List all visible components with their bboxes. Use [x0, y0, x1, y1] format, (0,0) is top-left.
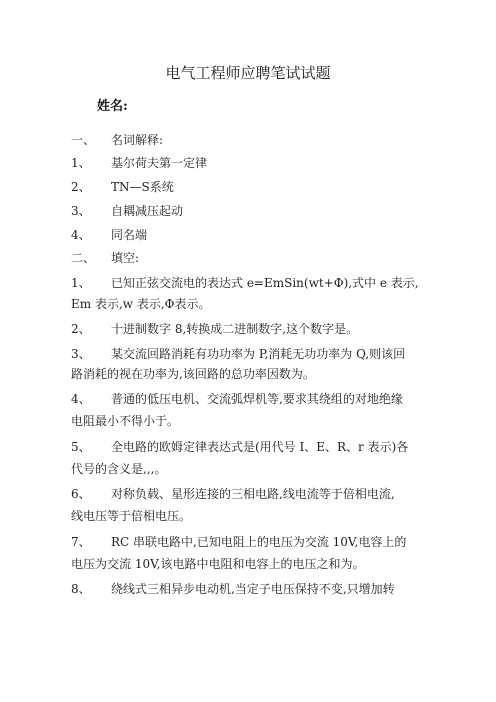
- list-item: 3、 自耦减压起动: [71, 204, 184, 218]
- section-number: 二、: [71, 251, 96, 265]
- list-item: 4、 同名端: [71, 228, 148, 242]
- question-item: 7、 RC 串联电路中,已知电阻上的电压为交流 10V,电容上的: [71, 535, 407, 549]
- name-label: 姓名:: [97, 99, 128, 114]
- section-heading-fill: [71, 251, 431, 265]
- question-item: 8、 绕线式三相异步电动机,当定子电压保持不变,只增加转: [71, 582, 395, 596]
- section-number: 一、: [71, 133, 96, 147]
- list-item: 1、 基尔荷夫第一定律: [71, 156, 208, 170]
- question-continuation: 代号的含义是,,,。: [71, 462, 167, 476]
- question-item: 4、 普通的低压电机、交流弧焊机等,要求其绕组的对地绝缘: [71, 392, 403, 406]
- question-item: 6、 对称负载、星形连接的三相电路,线电流等于倍相电流,: [71, 487, 395, 501]
- question-continuation: 电压为交流 10V,该电路中电阻和电容上的电压之和为。: [71, 557, 365, 571]
- section-title: 名词解释:: [111, 133, 164, 147]
- question-continuation: 路消耗的视在功率为,该回路的总功率因数为。: [71, 367, 315, 381]
- question-continuation: 线电压等于倍相电压。: [71, 509, 192, 523]
- question-item: 3、 某交流回路消耗有功功率为 P,消耗无功功率为 Q,则该回: [71, 347, 406, 361]
- list-item: 2、 TN—S系统: [71, 180, 174, 194]
- question-item: 2、 十进制数字 8,转换成二进制数字,这个数字是。: [71, 322, 359, 336]
- question-continuation: Em 表示,w 表示,Φ表示。: [71, 297, 211, 311]
- question-item: 5、 全电路的欧姆定律表达式是(用代号 I、E、R、r 表示)各: [71, 440, 409, 454]
- document-title: 电气工程师应聘笔试试题: [165, 64, 331, 82]
- question-continuation: 电阻最小不得小于。: [71, 414, 180, 428]
- question-item: 1、 已知正弦交流电的表达式 e=EmSin(wt+Φ),式中 e 表示,: [71, 276, 419, 290]
- section-title: 填空:: [111, 251, 140, 265]
- section-heading-terms: [71, 133, 431, 147]
